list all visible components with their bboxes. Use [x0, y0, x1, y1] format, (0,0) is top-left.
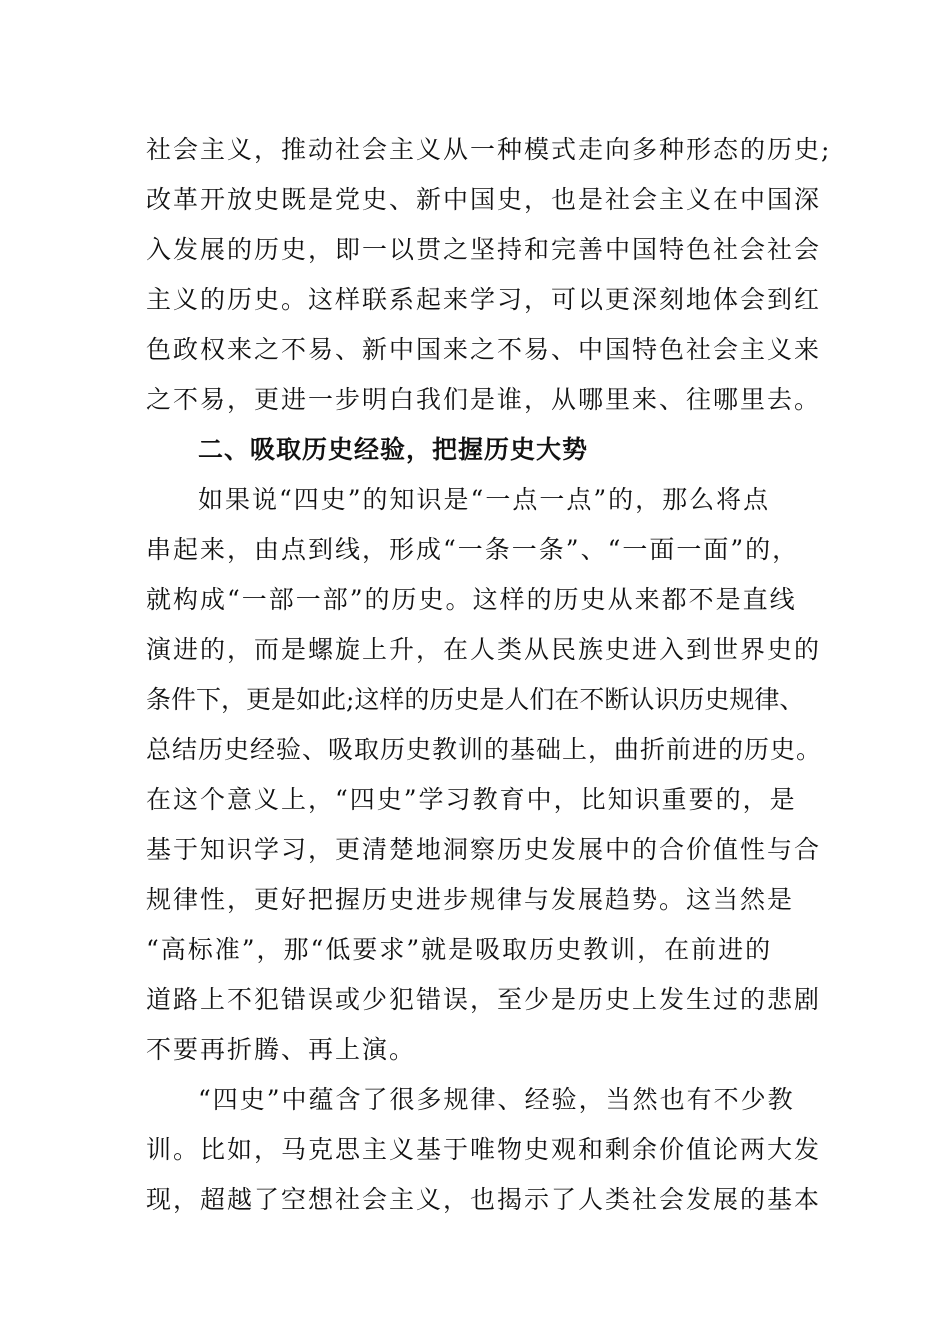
paragraph-line: 之不易，更进一步明白我们是谁，从哪里来、往哪里去。 [146, 385, 822, 414]
paragraph-line: 基于知识学习，更清楚地洞察历史发展中的合价值性与合 [146, 835, 822, 864]
paragraph-line: 色政权来之不易、新中国来之不易、中国特色社会主义来 [146, 335, 822, 364]
paragraph-line: 演进的，而是螺旋上升，在人类从民族史进入到世界史的 [146, 635, 822, 664]
paragraph-line: “高标准”，那“低要求”就是吸取历史教训，在前进的 [146, 935, 773, 964]
paragraph-line: 改革开放史既是党史、新中国史，也是社会主义在中国深 [146, 185, 822, 214]
paragraph-line: 道路上不犯错误或少犯错误，至少是历史上发生过的悲剧 [146, 985, 822, 1014]
paragraph-line: 串起来，由点到线，形成“一条一条”、“一面一面”的， [146, 535, 800, 564]
paragraph-line: “四史”中蕴含了很多规律、经验，当然也有不少教 [198, 1085, 795, 1114]
paragraph-line: 就构成“一部一部”的历史。这样的历史从来都不是直线 [146, 585, 797, 614]
paragraph-line: 条件下，更是如此;这样的历史是人们在不断认识历史规律、 [146, 685, 805, 714]
paragraph-line: 现，超越了空想社会主义，也揭示了人类社会发展的基本 [146, 1185, 822, 1214]
paragraph-line: 主义的历史。这样联系起来学习，可以更深刻地体会到红 [146, 285, 822, 314]
paragraph-line: 训。比如，马克思主义基于唯物史观和剩余价值论两大发 [146, 1135, 822, 1164]
paragraph-line: 不要再折腾、再上演。 [146, 1035, 417, 1064]
paragraph-line: 总结历史经验、吸取历史教训的基础上，曲折前进的历史。 [146, 735, 823, 764]
section-heading: 二、吸取历史经验，把握历史大势 [198, 435, 589, 464]
paragraph-line: 如果说“四史”的知识是“一点一点”的，那么将点 [198, 485, 771, 514]
paragraph-line: 在这个意义上，“四史”学习教育中，比知识重要的，是 [146, 785, 797, 814]
paragraph-line: 规律性，更好把握历史进步规律与发展趋势。这当然是 [146, 885, 795, 914]
paragraph-line: 入发展的历史，即一以贯之坚持和完善中国特色社会社会 [146, 235, 822, 264]
paragraph-line: 社会主义，推动社会主义从一种模式走向多种形态的历史; [146, 135, 832, 164]
